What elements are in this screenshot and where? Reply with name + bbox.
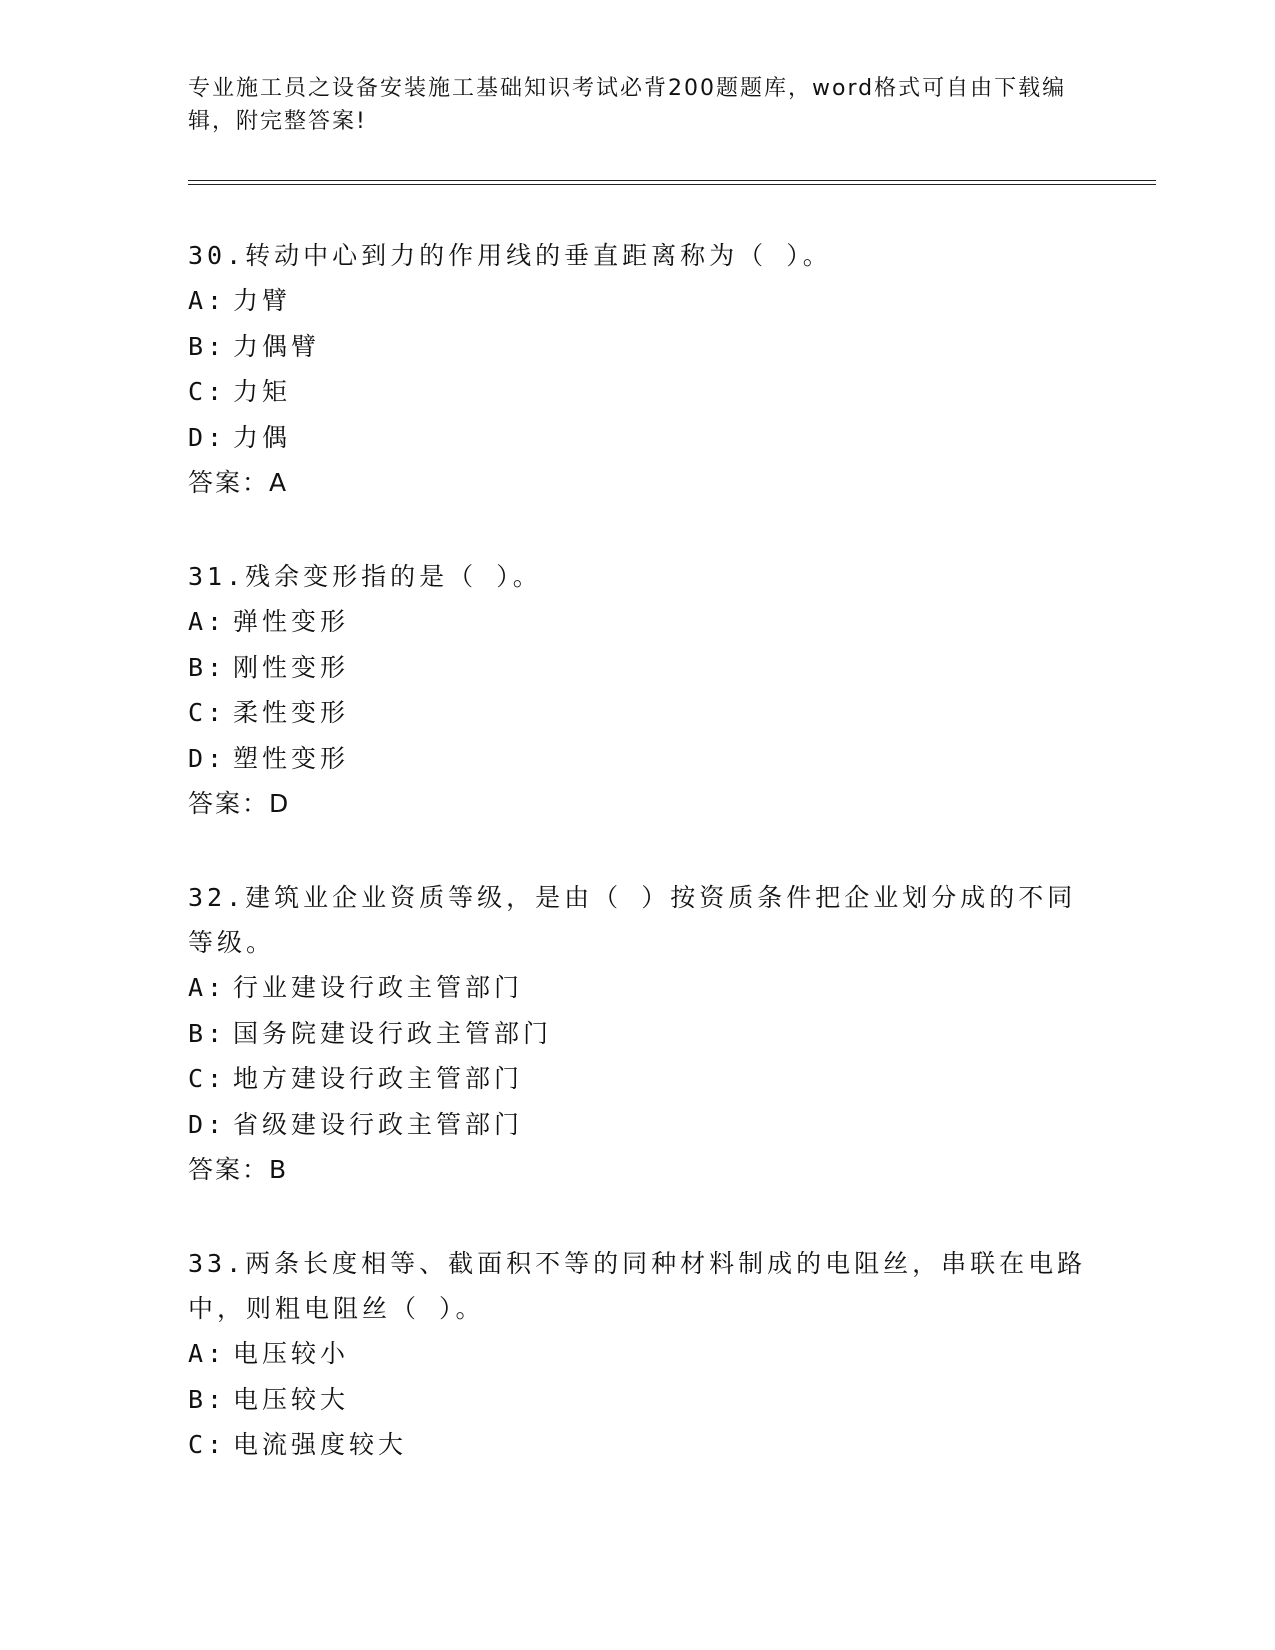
option-text: 力臂	[233, 286, 292, 315]
option-text: 力偶臂	[233, 331, 321, 361]
option-text: 行业建设行政主管部门	[233, 972, 524, 1002]
option-d	[188, 1102, 1088, 1148]
option-text: 弹性变形	[233, 606, 350, 636]
option-b	[188, 645, 1088, 691]
option-text: 国务院建设行政主管部门	[233, 1018, 553, 1048]
question-30	[188, 233, 1088, 506]
answer-line: 答案：A	[188, 468, 289, 498]
option-key: B:	[188, 1384, 227, 1414]
header-divider-bottom	[188, 184, 1156, 185]
option-key: A:	[188, 606, 227, 636]
option-c	[188, 369, 1088, 415]
answer-line: 答案：B	[188, 1155, 289, 1185]
option-text: 省级建设行政主管部门	[233, 1109, 524, 1139]
option-key: A:	[188, 1338, 227, 1368]
option-text: 电压较大	[233, 1384, 350, 1414]
option-d	[188, 736, 1088, 782]
option-text: 电流强度较大	[233, 1430, 408, 1460]
option-key: D:	[188, 422, 227, 452]
option-key: A:	[188, 286, 227, 315]
option-c	[188, 690, 1088, 736]
option-key: C:	[188, 698, 227, 728]
option-text: 柔性变形	[233, 698, 350, 728]
document-header: 专业施工员之设备安装施工基础知识考试必背200题题库，word格式可自由下载编辑，附完整答案!	[188, 76, 1067, 134]
option-text: 刚性变形	[233, 652, 350, 682]
question-33	[188, 1241, 1088, 1468]
question-list	[188, 233, 1088, 1516]
option-key: A:	[188, 972, 227, 1002]
option-key: C:	[188, 377, 227, 407]
option-a	[188, 965, 1088, 1011]
option-key: B:	[188, 331, 227, 361]
option-c	[188, 1422, 1088, 1468]
option-text: 地方建设行政主管部门	[233, 1064, 524, 1094]
option-b	[188, 324, 1088, 370]
option-text: 塑性变形	[233, 743, 350, 773]
question-31	[188, 554, 1088, 827]
question-text: 32.建筑业企业资质等级，是由（ ）按资质条件把企业划分成的不同等级。	[188, 882, 1077, 957]
option-text: 电压较小	[233, 1338, 350, 1368]
option-a	[188, 1331, 1088, 1377]
header-divider-top	[188, 180, 1156, 181]
answer-line: 答案：D	[188, 789, 291, 819]
option-key: C:	[188, 1064, 227, 1094]
option-key: D:	[188, 1109, 227, 1139]
option-key: D:	[188, 743, 227, 773]
question-text: 30.转动中心到力的作用线的垂直距离称为（ ）。	[188, 241, 832, 270]
option-key: B:	[188, 652, 227, 682]
option-key: B:	[188, 1018, 227, 1048]
question-text: 33.两条长度相等、截面积不等的同种材料制成的电阻丝，串联在电路中，则粗电阻丝（ ）。	[188, 1248, 1087, 1323]
option-d	[188, 415, 1088, 461]
option-a	[188, 599, 1088, 645]
option-text: 力矩	[233, 377, 292, 407]
option-b	[188, 1377, 1088, 1423]
question-32	[188, 875, 1088, 1193]
option-b	[188, 1011, 1088, 1057]
option-text: 力偶	[233, 422, 292, 452]
option-c	[188, 1056, 1088, 1102]
question-text: 31.残余变形指的是（ ）。	[188, 561, 542, 591]
option-a	[188, 278, 1088, 324]
option-key: C:	[188, 1430, 227, 1460]
